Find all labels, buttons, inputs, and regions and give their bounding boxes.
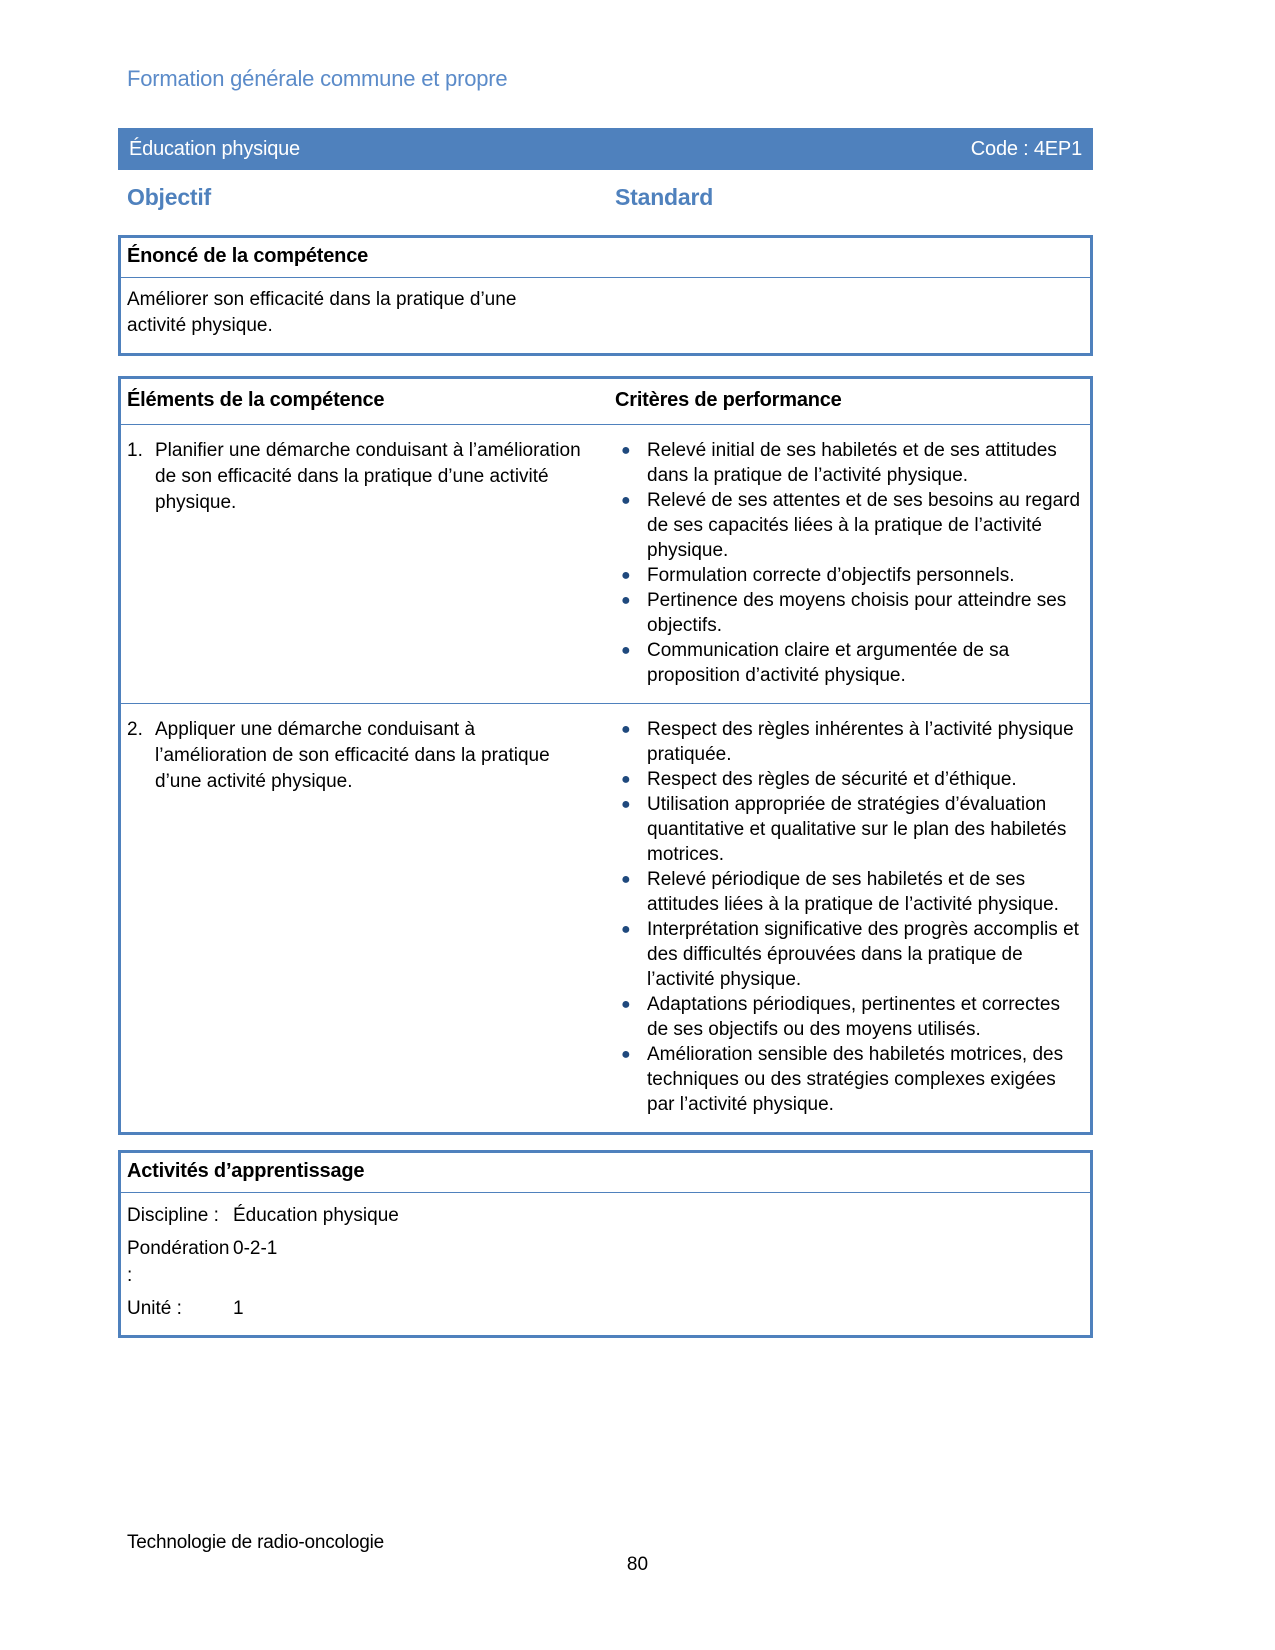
section-banner (118, 128, 1093, 170)
element-number: 2. (127, 719, 143, 740)
criteres-column-header: Critères de performance (615, 389, 842, 411)
standard-heading: Standard (615, 184, 714, 210)
criteria-text: Amélioration sensible des habiletés motrices, des techniques ou des stratégies complexes exigées par l’activité physique. (647, 1044, 1064, 1115)
bullet-icon: ● (621, 492, 631, 509)
activites-fields (121, 1193, 1090, 1335)
criteria-text: Respect des règles de sécurité et d’éthique. (647, 769, 1017, 790)
criteria-item (617, 867, 1086, 917)
banner-title: Éducation physique (129, 137, 300, 160)
criteria-cell (615, 704, 1090, 1132)
banner-code: Code : 4EP1 (970, 137, 1082, 160)
field-label: Unité : (127, 1298, 182, 1319)
criteria-item (617, 488, 1086, 563)
document-page (118, 0, 1093, 1338)
element-number: 1. (127, 440, 143, 461)
enonce-header: Énoncé de la compétence (121, 238, 1090, 278)
criteria-text: Relevé initial de ses habiletés et de ses attitudes dans la pratique de l’activité physique. (647, 440, 1057, 486)
criteria-item (617, 717, 1086, 767)
bullet-icon: ● (621, 567, 631, 584)
element-cell (121, 425, 615, 703)
element-cell (121, 704, 615, 1132)
criteria-text: Adaptations périodiques, pertinentes et correctes de ses objectifs ou des moyens utilisés. (647, 994, 1060, 1040)
elements-column-header: Éléments de la compétence (127, 389, 385, 411)
enonce-body-text: Améliorer son efficacité dans la pratique d’une activité physique. (127, 289, 517, 336)
bullet-icon: ● (621, 871, 631, 888)
criteria-item (617, 792, 1086, 867)
criteria-cell (615, 425, 1090, 703)
criteria-text: Communication claire et argumentée de sa proposition d’activité physique. (647, 640, 1010, 686)
criteria-item (617, 1042, 1086, 1117)
bullet-icon: ● (621, 996, 631, 1013)
bullet-icon: ● (621, 1046, 631, 1063)
criteria-text: Respect des règles inhérentes à l’activité physique pratiquée. (647, 719, 1074, 765)
criteria-item (617, 438, 1086, 488)
column-headings (118, 184, 1093, 214)
element-text: Planifier une démarche conduisant à l’amélioration de son efficacité dans la pratique d’une activité physique. (155, 440, 581, 513)
bullet-icon: ● (621, 921, 631, 938)
table-header-row (121, 379, 1090, 425)
criteria-text: Relevé périodique de ses habiletés et de ses attitudes liées à la pratique de l’activité physique. (647, 869, 1059, 915)
criteria-text: Utilisation appropriée de stratégies d’évaluation quantitative et qualitative sur le plan des habiletés motrices. (647, 794, 1067, 865)
criteria-text: Pertinence des moyens choisis pour atteindre ses objectifs. (647, 590, 1067, 636)
element-text: Appliquer une démarche conduisant à l’amélioration de son efficacité dans la pratique d’une activité physique. (155, 719, 550, 792)
field-value: Éducation physique (233, 1205, 399, 1226)
criteria-item (617, 917, 1086, 992)
criteria-item (617, 588, 1086, 638)
criteria-text: Interprétation significative des progrès accomplis et des difficultés éprouvées dans la pratique de l’activité physique. (647, 919, 1079, 990)
enonce-box (118, 235, 1093, 356)
criteria-item (617, 638, 1086, 688)
bullet-icon: ● (621, 592, 631, 609)
field-label: Discipline : (127, 1205, 219, 1226)
criteria-list (617, 717, 1086, 1117)
competence-table (118, 376, 1093, 1135)
objectif-heading: Objectif (127, 184, 212, 210)
table-body (121, 425, 1090, 1132)
criteria-item (617, 767, 1086, 792)
bullet-icon: ● (621, 771, 631, 788)
bullet-icon: ● (621, 642, 631, 659)
activites-field-row (127, 1202, 1081, 1229)
page-number: 80 (626, 1554, 649, 1575)
criteria-text: Relevé de ses attentes et de ses besoins au regard de ses capacités liées à la pratique de l’activité physique. (647, 490, 1081, 561)
footer-program-name: Technologie de radio-oncologie (127, 1532, 385, 1553)
table-row (121, 703, 1090, 1132)
activites-field-row (127, 1235, 1081, 1289)
table-row (121, 425, 1090, 703)
field-label: Pondération : (127, 1238, 230, 1286)
criteria-item (617, 563, 1086, 588)
bullet-icon: ● (621, 796, 631, 813)
activites-box (118, 1150, 1093, 1338)
criteria-item (617, 992, 1086, 1042)
field-value: 1 (233, 1298, 244, 1319)
bullet-icon: ● (621, 442, 631, 459)
criteria-text: Formulation correcte d’objectifs personnels. (647, 565, 1015, 586)
bullet-icon: ● (621, 721, 631, 738)
activites-field-row (127, 1295, 1081, 1322)
activites-header: Activités d’apprentissage (121, 1153, 1090, 1193)
field-value: 0-2-1 (233, 1238, 278, 1259)
criteria-list (617, 438, 1086, 688)
program-heading: Formation générale commune et propre (127, 66, 508, 91)
